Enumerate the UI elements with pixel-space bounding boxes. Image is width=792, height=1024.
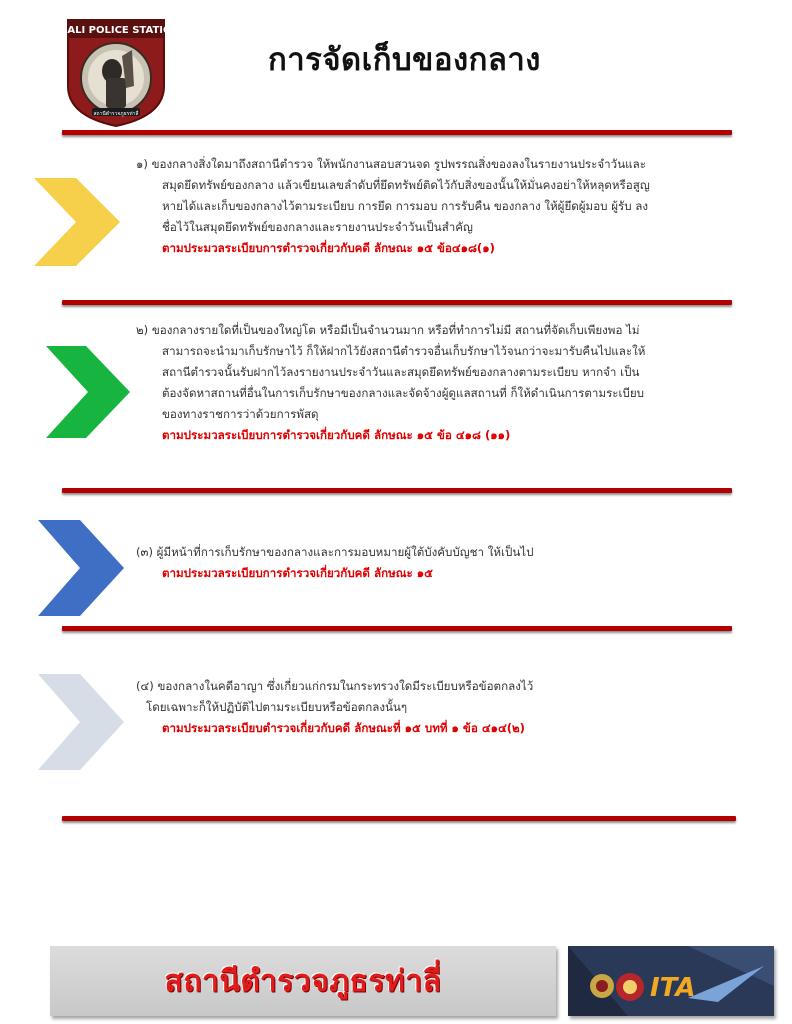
page-title: การจัดเก็บของกลาง (268, 42, 541, 78)
logo-ring-text: สถานีตำรวจภูธรท่าลี่ (93, 111, 139, 117)
section-2-line: ของทางราชการว่าด้วยการพัสดุ (162, 407, 319, 421)
section-1-line: สมุดยึดทรัพย์ของกลาง แล้วเขียนเลขลำดับที่ยึดทรัพย์ติดไว้กับสิ่งของนั้นให้มั่นคงอย่าให้หลุดหรือสูญ (162, 178, 650, 192)
gray-chevron-icon (34, 668, 128, 776)
footer-station-name: สถานีตำรวจภูธรท่าลี่ (164, 963, 442, 999)
chevron-shape (38, 520, 124, 616)
section-3-reference: ตามประมวลระเบียบการตำรวจเกี่ยวกับคดี ลักษณะ ๑๕ (162, 566, 433, 580)
section-2-line: สามารถจะนำมาเก็บรักษาไว้ ก็ให้ฝากไว้ยังสถานีตำรวจอื่นเก็บรักษาไว้จนกว่าจะมารับคืนไปและให้ (162, 344, 646, 358)
footer-station-banner (50, 946, 556, 1016)
section-2 (136, 320, 645, 446)
section-2-reference: ตามประมวลระเบียบการตำรวจเกี่ยวกับคดี ลักษณะ ๑๕ ข้อ ๔๑๘ (๑๑) (162, 428, 511, 442)
police-station-logo (52, 16, 180, 128)
section-3-line: (๓) ผู้มีหน้าที่การเก็บรักษาของกลางและการมอบหมายผู้ใต้บังคับบัญชา ให้เป็นไป (136, 545, 534, 559)
chevron-shape (34, 178, 120, 266)
divider-bar (62, 488, 732, 493)
blue-chevron-icon (34, 514, 128, 622)
section-1 (136, 154, 650, 259)
chevron-shape (38, 674, 124, 770)
chevron-shape (46, 346, 130, 438)
divider-bar (62, 300, 732, 305)
section-1-line: ๑) ของกลางสิ่งใดมาถึงสถานีตำรวจ ให้พนักงานสอบสวนจด รูปพรรณสิ่งของลงในรายงานประจำวันและ (136, 157, 646, 171)
section-4-reference: ตามประมวลระเบียบตำรวจเกี่ยวกับคดี ลักษณะที่ ๑๕ บทที่ ๑ ข้อ ๔๑๔(๒) (162, 721, 525, 735)
section-4-line: (๔) ของกลางในคดีอาญา ซึ่งเกี่ยวแก่กรมในกระทรวงใดมีระเบียบหรือข้อตกลงไว้ (136, 679, 534, 693)
ita-logo-text: ITA (650, 973, 696, 1003)
green-chevron-icon (42, 340, 134, 444)
logo-top-text: THALI POLICE STATION (52, 25, 180, 36)
ita-banner (568, 946, 774, 1016)
divider-bar (62, 626, 732, 631)
section-2-line: ต้องจัดหาสถานที่อื่นในการเก็บรักษาของกลางและจัดจ้างผู้ดูแลสถานที่ ก็ให้ดำเนินการตามระเบียบ (162, 386, 645, 400)
divider-bar (62, 130, 732, 135)
section-4 (136, 676, 533, 739)
section-3 (136, 542, 533, 584)
section-2-line: ๒) ของกลางรายใดที่เป็นของใหญ่โต หรือมีเป็นจำนวนมาก หรือที่ทำการไม่มี สถานที่จัดเก็บเพียงพอ ไม่ (136, 323, 640, 337)
section-1-line: หายได้และเก็บของกลางไว้ตามระเบียบ การยึด การมอบ การรับคืน ของกลาง ให้ผู้ยึดผู้มอบ ผู้รับ ลง (162, 199, 649, 213)
section-4-line: โดยเฉพาะก็ให้ปฏิบัติไปตามระเบียบหรือข้อตกลงนั้นๆ (146, 700, 408, 714)
section-1-reference: ตามประมวลระเบียบการตำรวจเกี่ยวกับคดี ลักษณะ ๑๕ ข้อ๔๑๘(๑) (162, 241, 495, 255)
section-2-line: สถานีตำรวจนั้นรับฝากไว้ลงรายงานประจำวันและสมุดยึดทรัพย์ของกลางตามระเบียบ หากจำ เป็น (162, 365, 640, 379)
section-1-line: ชื่อไว้ในสมุดยึดทรัพย์ของกลางและรายงานประจำวันเป็นสำคัญ (162, 220, 473, 234)
divider-bar (62, 816, 736, 821)
yellow-chevron-icon (30, 172, 124, 272)
